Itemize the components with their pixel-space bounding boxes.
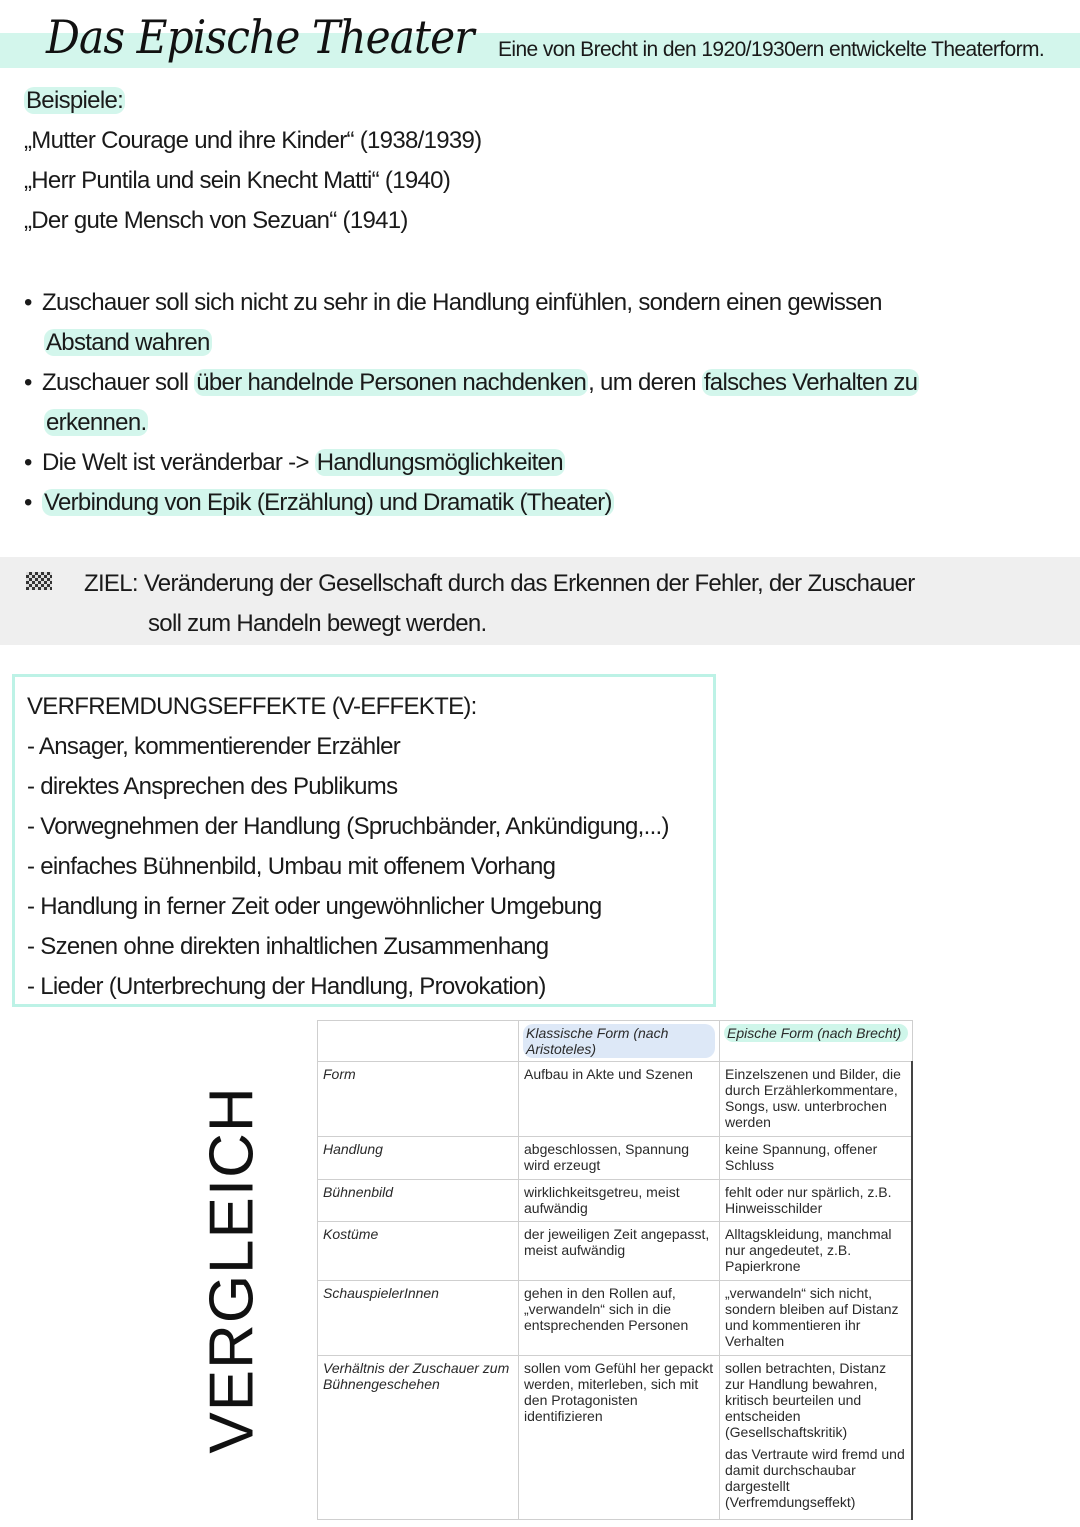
epic-cell bbox=[720, 1222, 913, 1281]
table-header-row bbox=[318, 1021, 913, 1062]
bullet-item: • Zuschauer soll über handelnde Personen nachdenken, um deren falsches Verhalten zu bbox=[24, 369, 918, 396]
classic-cell bbox=[519, 1356, 720, 1520]
bullet-highlight: Verbindung von Epik (Erzählung) und Dramatik (Theater) bbox=[44, 489, 612, 516]
classic-cell bbox=[519, 1180, 720, 1222]
bullet-item: • Die Welt ist veränderbar -> Handlungsmöglichkeiten bbox=[24, 449, 563, 476]
classic-cell bbox=[519, 1062, 720, 1137]
cell-text: gehen in den Rollen auf, „verwandeln“ sich in die entsprechenden Personen bbox=[524, 1285, 689, 1333]
epic-cell bbox=[720, 1356, 913, 1520]
cell-text: Handlung bbox=[323, 1141, 383, 1157]
row-label-cell bbox=[318, 1137, 519, 1180]
comparison-side-label: VERGLEICH bbox=[197, 1086, 267, 1454]
row-label-cell bbox=[318, 1356, 519, 1520]
bullet-list bbox=[24, 283, 919, 523]
effects-box bbox=[12, 674, 716, 1007]
bullet-continuation bbox=[24, 323, 919, 363]
header-cell bbox=[318, 1021, 519, 1062]
effect-item: - direktes Ansprechen des Publikums bbox=[27, 773, 398, 800]
examples-label: Beispiele: bbox=[26, 87, 124, 114]
cell-text: Alltagskleidung, manchmal nur angedeutet, z.B. Papierkrone bbox=[725, 1226, 892, 1274]
cell-text: Verhältnis der Zuschauer zum Bühnengeschehen bbox=[323, 1360, 510, 1392]
bullet-highlight: Handlungsmöglichkeiten bbox=[316, 449, 563, 476]
page-subtitle: Eine von Brecht in den 1920/1930ern entwickelte Theaterform. bbox=[498, 38, 1045, 61]
bullet-text: Die Welt ist veränderbar -> bbox=[42, 449, 315, 476]
table-row bbox=[318, 1137, 913, 1180]
bullet-highlight: erkennen. bbox=[46, 409, 147, 436]
cell-text: Kostüme bbox=[323, 1226, 379, 1242]
row-label-cell bbox=[318, 1281, 519, 1356]
cell-text: Bühnenbild bbox=[323, 1184, 394, 1200]
header-cell-classic bbox=[519, 1021, 720, 1062]
goal-line: ZIEL: Veränderung der Gesellschaft durch das Erkennen der Fehler, der Zuschauer bbox=[84, 570, 915, 597]
page-title: Das Epische Theater bbox=[46, 10, 474, 64]
epic-cell bbox=[720, 1281, 913, 1356]
effect-item: - Handlung in ferner Zeit oder ungewöhnlicher Umgebung bbox=[27, 893, 602, 920]
cell-text: „verwandeln“ sich nicht, sondern bleiben auf Distanz und kommentieren ihr Verhalten bbox=[725, 1285, 899, 1349]
row-label-cell bbox=[318, 1180, 519, 1222]
cell-text: sollen vom Gefühl her gepackt werden, miterleben, sich mit den Protagonisten identifizieren bbox=[524, 1360, 714, 1424]
effect-item: - Ansager, kommentierender Erzähler bbox=[27, 733, 401, 760]
classic-cell bbox=[519, 1281, 720, 1356]
examples-section bbox=[24, 81, 481, 241]
example-item: „Mutter Courage und ihre Kinder“ (1938/1939) bbox=[24, 127, 482, 154]
effect-item: - Lieder (Unterbrechung der Handlung, Provokation) bbox=[27, 973, 546, 1000]
cell-text: abgeschlossen, Spannung wird erzeugt bbox=[524, 1141, 690, 1173]
effect-item: - Szenen ohne direkten inhaltlichen Zusammenhang bbox=[27, 933, 549, 960]
bullet-continuation bbox=[24, 403, 919, 443]
cell-text: wirklichkeitsgetreu, meist aufwändig bbox=[524, 1184, 680, 1216]
header-label: Epische Form (nach Brecht) bbox=[724, 1024, 908, 1042]
goal-section bbox=[0, 557, 1080, 645]
bullet-highlight: Abstand wahren bbox=[46, 329, 210, 356]
table-row bbox=[318, 1281, 913, 1356]
table-row bbox=[318, 1222, 913, 1281]
classic-cell bbox=[519, 1137, 720, 1180]
cell-text: der jeweiligen Zeit angepasst, meist aufwändig bbox=[524, 1226, 710, 1258]
bullet-text: , um deren bbox=[588, 369, 702, 396]
cell-text: Form bbox=[323, 1066, 356, 1082]
bullet-item: • Verbindung von Epik (Erzählung) und Dramatik (Theater) bbox=[24, 489, 612, 516]
table-row bbox=[318, 1356, 913, 1520]
row-label-cell bbox=[318, 1062, 519, 1137]
goal-line: soll zum Handeln bewegt werden. bbox=[148, 610, 487, 637]
checkered-flag-icon bbox=[26, 572, 52, 590]
cell-text: Aufbau in Akte und Szenen bbox=[524, 1066, 693, 1082]
header-label: Klassische Form (nach Aristoteles) bbox=[523, 1024, 715, 1058]
table-row bbox=[318, 1180, 913, 1222]
comparison-table bbox=[317, 1020, 913, 1520]
bullet-text: Zuschauer soll sich nicht zu sehr in die Handlung einfühlen, sondern einen gewissen bbox=[42, 289, 882, 316]
epic-cell bbox=[720, 1137, 913, 1180]
header-cell-epic bbox=[720, 1021, 913, 1062]
cell-text: Einzelszenen und Bilder, die durch Erzählerkommentare, Songs, usw. unterbrochen werden bbox=[725, 1066, 901, 1130]
cell-text: fehlt oder nur spärlich, z.B. Hinweisschilder bbox=[725, 1184, 892, 1216]
effects-heading: VERFREMDUNGSEFFEKTE (V-EFFEKTE): bbox=[27, 693, 477, 720]
effect-item: - einfaches Bühnenbild, Umbau mit offenem Vorhang bbox=[27, 853, 556, 880]
bullet-text: Zuschauer soll bbox=[42, 369, 195, 396]
cell-text: sollen betrachten, Distanz zur Handlung bewahren, kritisch beurteilen und entscheiden (Gesellschaftskritik) bbox=[725, 1360, 887, 1440]
cell-text: keine Spannung, offener Schluss bbox=[725, 1141, 878, 1173]
cell-note: das Vertraute wird fremd und damit durchschaubar dargestellt (Verfremdungseffekt) bbox=[725, 1446, 905, 1510]
bullet-item: • Zuschauer soll sich nicht zu sehr in die Handlung einfühlen, sondern einen gewissen bbox=[24, 289, 882, 316]
epic-cell bbox=[720, 1180, 913, 1222]
example-item: „Herr Puntila und sein Knecht Matti“ (1940) bbox=[24, 167, 451, 194]
cell-text: SchauspielerInnen bbox=[323, 1285, 439, 1301]
bullet-highlight: über handelnde Personen nachdenken bbox=[196, 369, 587, 396]
example-item: „Der gute Mensch von Sezuan“ (1941) bbox=[24, 207, 408, 234]
epic-cell bbox=[720, 1062, 913, 1137]
classic-cell bbox=[519, 1222, 720, 1281]
bullet-highlight: falsches Verhalten zu bbox=[703, 369, 918, 396]
row-label-cell bbox=[318, 1222, 519, 1281]
table-row bbox=[318, 1062, 913, 1137]
effect-item: - Vorwegnehmen der Handlung (Spruchbänder, Ankündigung,...) bbox=[27, 813, 669, 840]
